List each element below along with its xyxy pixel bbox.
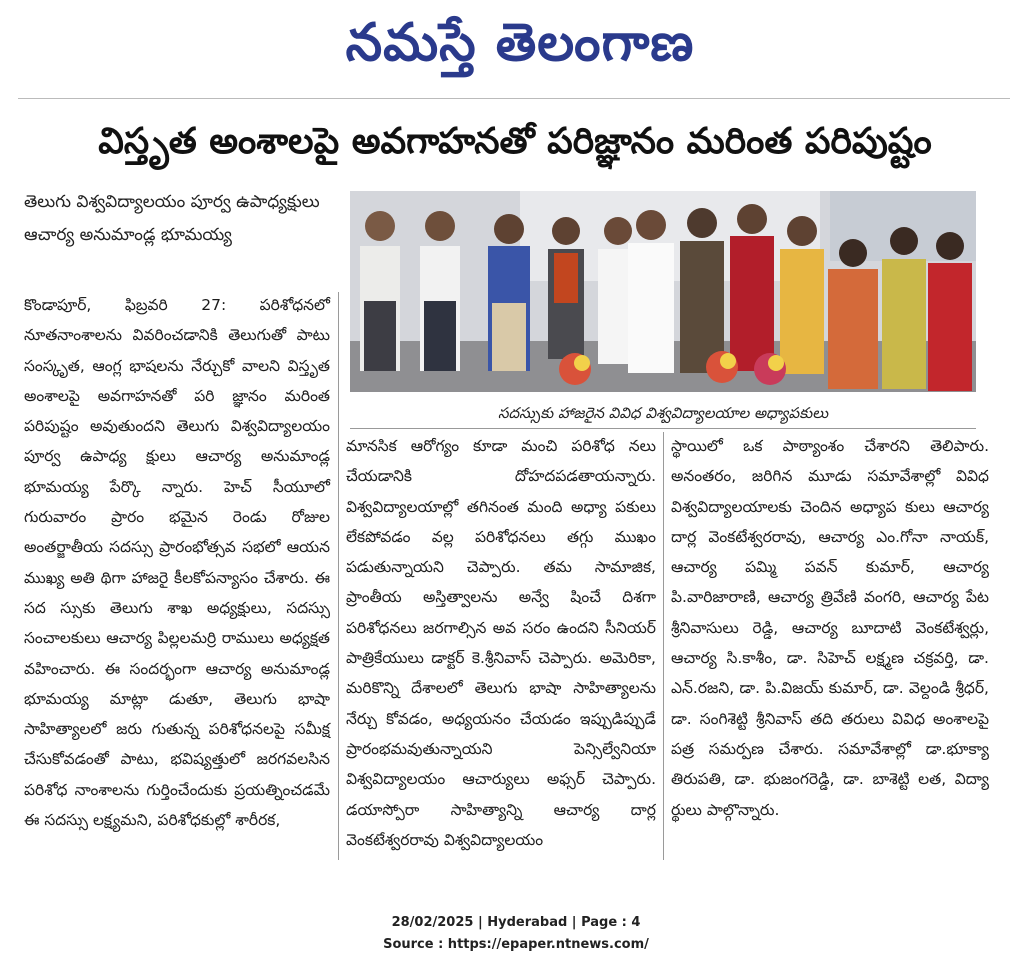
footer-date-page: 28/02/2025 | Hyderabad | Page : 4 [391, 915, 641, 930]
article-deck: తెలుగు విశ్వవిద్యాలయం పూర్వ ఉపాధ్యక్షులు ఆచార్య అనుమాండ్ల భూమయ్య [24, 192, 320, 245]
column-divider [338, 292, 339, 860]
column-divider [663, 432, 664, 860]
group-photo-illustration [350, 191, 976, 392]
footer-source-link[interactable]: Source : https://epaper.ntnews.com/ [383, 937, 649, 952]
headline: విస్తృత అంశాలపై అవగాహనతో పరిజ్ఞానం మరింత పరిపుష్టం [98, 121, 932, 162]
column-3-text: స్థాయిలో ఒక పాఠ్యాంశం చేశారని తెలిపారు. అనంతరం, జరిగిన మూడు సమావేశాల్లో వివిధ విశ్వవిద్యాలయాలకు చెందిన అధ్యాప కులు ఆచార్య దార్ల వెంకటేశ్వరరావు, ఆచార్య ఎం.గోనా నాయక్, ఆచార్య పమ్మి పవన్ కుమార్, ఆచార్య పి.వారిజారాణి, ఆచార్య త్రివేణి వంగరి, ఆచార్య పేట శ్రీనివాసులు రెడ్డి, ఆచార్య బూదాటి వెంకటేశ్వర్లు, ఆచార్య సి.కాశీం, డా. సిహెచ్ లక్ష్మణ చక్రవర్తి, డా. ఎన్.రజని, డా. పి.విజయ్ కుమార్, డా. వెల్దండి శ్రీధర్, డా. సంగిశెట్టి శ్రీనివాస్ తది తరులు వివిధ అంశాలపై పత్ర సమర్పణ చేశారు. సమావేశాల్లో డా.భూక్యా తిరుపతి, డా. భుజంగరెడ్డి, డా. బాశెట్టి లత, విద్యా ర్థులు పాల్గొన్నారు. [671, 437, 989, 819]
masthead-logo: నమస్తే తెలంగాణ [345, 12, 695, 73]
masthead-divider [18, 98, 1010, 99]
article-column-1 [24, 290, 330, 835]
article-column-2 [346, 431, 656, 855]
photo-caption: సదస్సుకు హాజరైన వివిధ విశ్వవిద్యాలయాల అధ్యాపకులు [350, 398, 976, 429]
group-photo [350, 191, 976, 392]
column-1-text: కొండాపూర్, ఫిబ్రవరి 27: పరిశోధనలో నూతనాంశాలను వివరించడానికి తెలుగుతో పాటు సంస్కృత, ఆంగ్ల భాషలను నేర్చుకో వాలని విస్తృత అంశాలపై అవగాహనతో పరి జ్ఞానం మరింత పరిపుష్టం అవుతుందని తెలుగు విశ్వవిద్యాలయం పూర్వ ఉపాధ్య క్షులు ఆచార్య అనుమాండ్ల భూమయ్య పేర్కొ న్నారు. హెచ్ సీయూలో గురువారం ప్రారం భమైన రెండు రోజుల అంతర్జాతీయ సదస్సు ప్రారంభోత్సవ సభలో ఆయన ముఖ్య అతి థిగా హాజరై కీలకోపన్యాసం చేశారు. ఈ సద స్సుకు తెలుగు శాఖ అధ్యక్షులు, సదస్సు సంచాలకులు ఆచార్య పిల్లలమర్రి రాములు అధ్యక్షత వహించారు. ఈ సందర్భంగా ఆచార్య అనుమాండ్ల భూమయ్య మాట్లా డుతూ, తెలుగు భాషా సాహిత్యాలలో జరు గుతున్న పరిశోధనలపై సమీక్ష చేసుకోవడంతో పాటు, భవిష్యత్తులో జరగవలసిన పరిశోధ నాంశాలను గుర్తించేందుకు ప్రయత్నించడమే ఈ సదస్సు లక్ష్యమని, పరిశోధకుల్లో శారీరక, [24, 296, 330, 830]
column-2-text: మానసిక ఆరోగ్యం కూడా మంచి పరిశోధ నలు చేయడానికి దోహదపడతాయన్నారు. విశ్వవిద్యాలయాల్లో తగినంత మంది అధ్యా పకులు లేకపోవడం వల్ల పరిశోధనలు తగ్గు ముఖం పడుతున్నాయని చెప్పారు. తమ సామాజిక, ప్రాంతీయ అస్తిత్వాలను అన్వే షించే దిశగా పరిశోధనలు జరగాల్సిన అవ సరం ఉందని సీనియర్ పాత్రికేయులు డాక్టర్ కె.శ్రీనివాస్ చెప్పారు. అమెరికా, మరికొన్ని దేశాలలో తెలుగు భాషా సాహిత్యాలను నేర్చు కోవడం, అధ్యయనం చేయడం ఇప్పుడిప్పుడే ప్రారంభమవుతున్నాయని పెన్సిల్వేనియా విశ్వవిద్యాలయం ఆచార్యులు అఫ్సర్ చెప్పారు. డయాస్పోరా సాహిత్యాన్ని ఆచార్య దార్ల వెంకటేశ్వరరావు విశ్వవిద్యాలయం [346, 437, 656, 849]
article-column-3 [671, 431, 989, 825]
